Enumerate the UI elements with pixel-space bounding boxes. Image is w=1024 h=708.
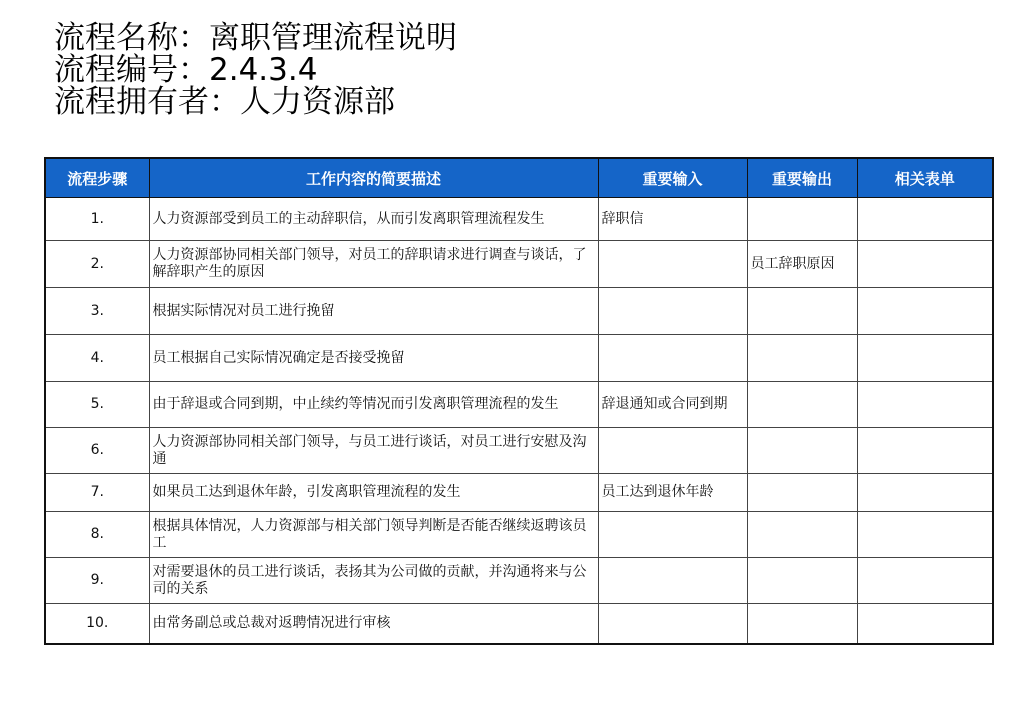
process-name: 流程名称：离职管理流程说明 (54, 20, 457, 56)
step-input (598, 241, 747, 288)
step-output (747, 428, 857, 474)
step-output (747, 382, 857, 428)
step-output (747, 512, 857, 558)
step-form (857, 474, 993, 512)
step-input: 辞退通知或合同到期 (598, 382, 747, 428)
step-description: 人力资源部协同相关部门领导，与员工进行谈话，对员工进行安慰及沟通 (149, 428, 598, 474)
table-row (45, 428, 993, 474)
column-header-output: 重要输出 (747, 158, 857, 198)
step-number: 4. (45, 335, 149, 382)
column-header-input: 重要输入 (598, 158, 747, 198)
table-header-row (45, 158, 993, 198)
table-row (45, 288, 993, 335)
column-header-form: 相关表单 (857, 158, 993, 198)
step-form (857, 512, 993, 558)
step-input (598, 288, 747, 335)
step-form (857, 241, 993, 288)
step-description: 根据具体情况，人力资源部与相关部门领导判断是否能否继续返聘该员工 (149, 512, 598, 558)
process-table (44, 157, 994, 645)
step-description: 由于辞退或合同到期，中止续约等情况而引发离职管理流程的发生 (149, 382, 598, 428)
step-input (598, 335, 747, 382)
step-number: 9. (45, 558, 149, 604)
step-output (747, 474, 857, 512)
step-output (747, 558, 857, 604)
step-number: 1. (45, 198, 149, 241)
step-input (598, 512, 747, 558)
step-description: 由常务副总或总裁对返聘情况进行审核 (149, 604, 598, 644)
step-input (598, 558, 747, 604)
step-form (857, 198, 993, 241)
step-output (747, 198, 857, 241)
step-output (747, 288, 857, 335)
process-number: 流程编号：2.4.3.4 (54, 52, 318, 88)
step-form (857, 288, 993, 335)
step-form (857, 335, 993, 382)
table-row (45, 474, 993, 512)
process-owner: 流程拥有者：人力资源部 (54, 84, 395, 120)
step-description: 员工根据自己实际情况确定是否接受挽留 (149, 335, 598, 382)
step-description: 人力资源部受到员工的主动辞职信，从而引发离职管理流程发生 (149, 198, 598, 241)
step-description: 对需要退休的员工进行谈话，表扬其为公司做的贡献，并沟通将来与公司的关系 (149, 558, 598, 604)
step-description: 根据实际情况对员工进行挽留 (149, 288, 598, 335)
document-header (54, 22, 457, 118)
step-description: 人力资源部协同相关部门领导，对员工的辞职请求进行调查与谈话，了解辞职产生的原因 (149, 241, 598, 288)
table-row (45, 198, 993, 241)
step-output (747, 604, 857, 644)
step-input (598, 604, 747, 644)
table-row (45, 241, 993, 288)
step-output: 员工辞职原因 (747, 241, 857, 288)
table-row (45, 382, 993, 428)
step-input: 员工达到退休年龄 (598, 474, 747, 512)
table-row (45, 604, 993, 644)
step-number: 5. (45, 382, 149, 428)
step-input (598, 428, 747, 474)
step-number: 3. (45, 288, 149, 335)
table-row (45, 558, 993, 604)
step-form (857, 382, 993, 428)
step-number: 8. (45, 512, 149, 558)
step-form (857, 428, 993, 474)
column-header-step: 流程步骤 (45, 158, 149, 198)
step-form (857, 604, 993, 644)
table-row (45, 512, 993, 558)
step-form (857, 558, 993, 604)
step-description: 如果员工达到退休年龄，引发离职管理流程的发生 (149, 474, 598, 512)
step-input: 辞职信 (598, 198, 747, 241)
table-row (45, 335, 993, 382)
step-number: 6. (45, 428, 149, 474)
step-output (747, 335, 857, 382)
step-number: 7. (45, 474, 149, 512)
step-number: 2. (45, 241, 149, 288)
step-number: 10. (45, 604, 149, 644)
column-header-description: 工作内容的简要描述 (149, 158, 598, 198)
